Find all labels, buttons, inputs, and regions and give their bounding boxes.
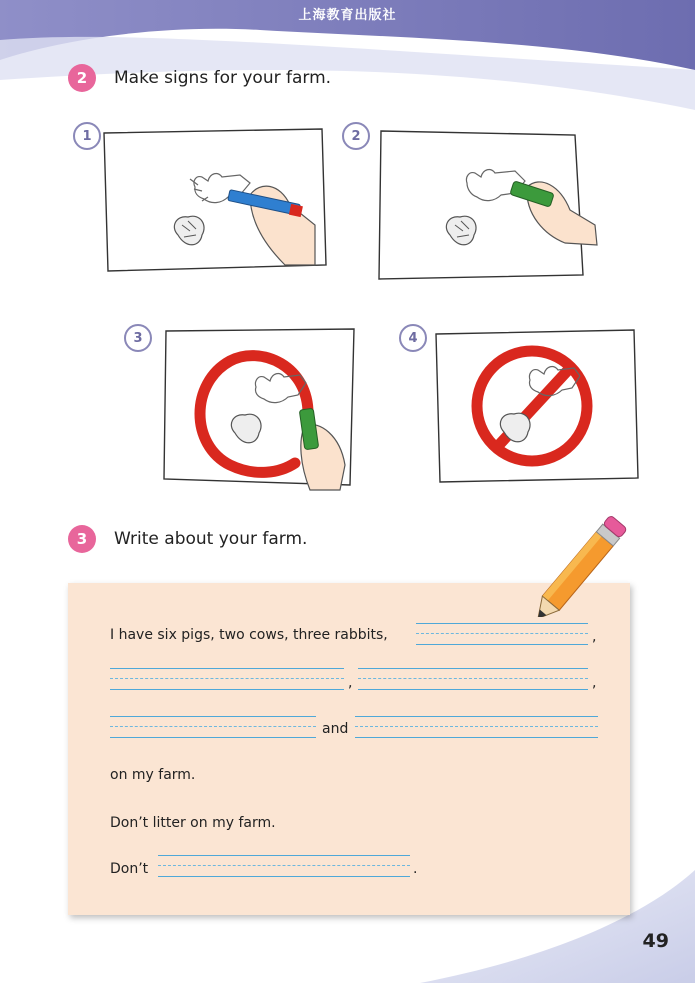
on-my-farm-text: on my farm. bbox=[110, 767, 196, 783]
section-3-title: Write about your farm. bbox=[114, 529, 308, 549]
period: . bbox=[413, 861, 418, 877]
publisher-header: 上海教育出版社 bbox=[298, 8, 397, 23]
blank-line[interactable] bbox=[358, 668, 588, 690]
pencil-icon bbox=[525, 512, 645, 617]
blank-line[interactable] bbox=[110, 716, 316, 738]
step-2-badge: 2 bbox=[342, 122, 370, 150]
comma: , bbox=[348, 675, 353, 691]
page-number: 49 bbox=[642, 930, 669, 952]
panel-1-drawing bbox=[100, 125, 330, 275]
step-3-badge: 3 bbox=[124, 324, 152, 352]
comma: , bbox=[592, 629, 597, 645]
panel-4-drawing bbox=[432, 328, 642, 488]
step-1-badge: 1 bbox=[73, 122, 101, 150]
blank-line[interactable] bbox=[110, 668, 344, 690]
section-2-heading bbox=[68, 64, 331, 92]
panel-3-drawing bbox=[160, 325, 360, 495]
step-4-badge: 4 bbox=[399, 324, 427, 352]
section-2-badge: 2 bbox=[68, 64, 96, 92]
section-2-title: Make signs for your farm. bbox=[114, 68, 332, 88]
writing-line-1: I have six pigs, two cows, three rabbits, bbox=[110, 627, 388, 643]
dont-litter-text: Don’t litter on my farm. bbox=[110, 815, 276, 831]
panel-2-drawing bbox=[375, 125, 605, 285]
writing-card bbox=[68, 583, 630, 915]
and-word: and bbox=[322, 721, 349, 737]
comma: , bbox=[592, 675, 597, 691]
blank-line[interactable] bbox=[158, 855, 410, 877]
blank-line[interactable] bbox=[355, 716, 598, 738]
blank-line[interactable] bbox=[416, 623, 588, 645]
section-3-heading bbox=[68, 525, 307, 553]
section-3-badge: 3 bbox=[68, 525, 96, 553]
dont-text: Don’t bbox=[110, 861, 149, 877]
